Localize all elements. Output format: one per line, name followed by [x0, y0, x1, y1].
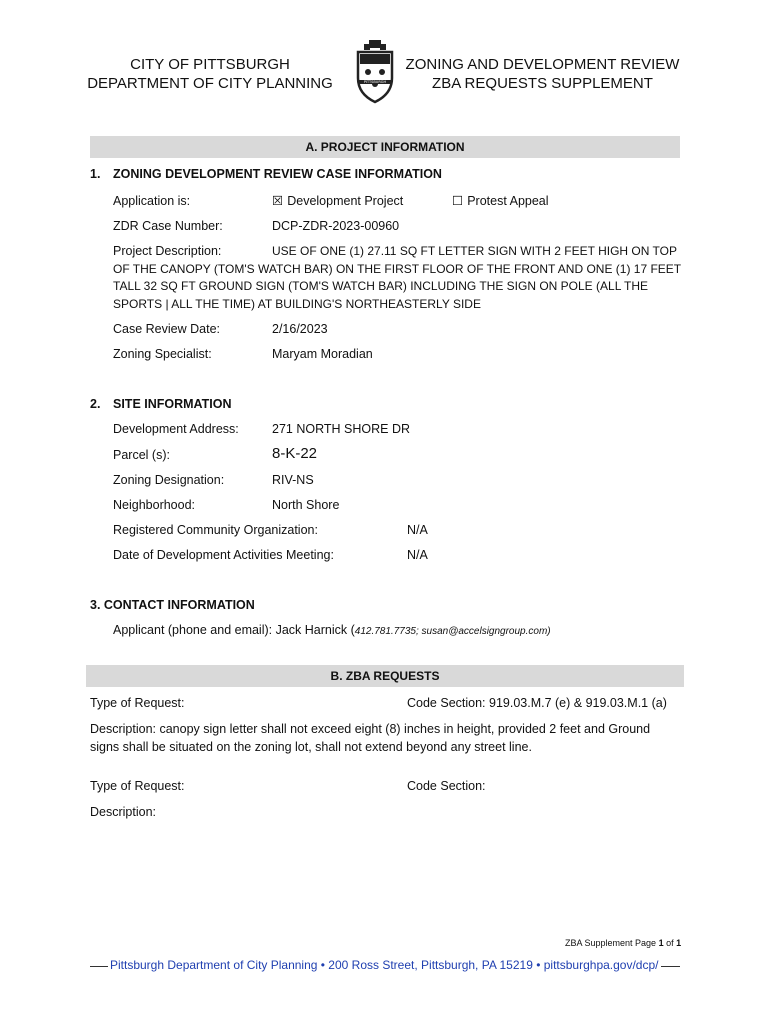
- zoning-specialist-value: Maryam Moradian: [272, 347, 373, 361]
- applicant-label: Applicant (phone and email): Jack Harnick (: [113, 623, 355, 637]
- request1-code-value: 919.03.M.7 (e) & 919.03.M.1 (a): [489, 696, 667, 710]
- footer-address: Pittsburgh Department of City Planning • 200 Ross Street, Pittsburgh, PA 15219 • pittsburghpa.gov/dcp/: [110, 958, 659, 972]
- section-a-heading: A. PROJECT INFORMATION: [90, 136, 680, 158]
- zoning-designation-value: RIV-NS: [272, 473, 314, 487]
- development-address-label: Development Address:: [113, 422, 239, 436]
- checkbox-unchecked-icon: ☐: [452, 194, 464, 208]
- footer-text: [108, 958, 668, 972]
- subsection-2-heading: SITE INFORMATION: [113, 397, 232, 411]
- page-of: of: [663, 938, 677, 948]
- application-label: Application is:: [113, 194, 191, 208]
- page-current: 1: [658, 938, 664, 948]
- applicant-info: [113, 622, 551, 640]
- request2-description-label: Description:: [90, 805, 156, 819]
- case-review-date-label: Case Review Date:: [113, 322, 220, 336]
- subsection-1-heading: ZONING DEVELOPMENT REVIEW CASE INFORMATION: [113, 167, 442, 181]
- development-project-label: Development Project: [287, 194, 404, 208]
- request1-type-label: Type of Request:: [90, 696, 185, 710]
- subsection-1-number: 1.: [90, 167, 101, 181]
- form-title: ZONING AND DEVELOPMENT REVIEW: [405, 56, 680, 73]
- zoning-designation-label: Zoning Designation:: [113, 473, 225, 487]
- form-subtitle: ZBA REQUESTS SUPPLEMENT: [432, 75, 653, 92]
- parcel-label: Parcel (s):: [113, 448, 170, 462]
- city-seal-logo: [352, 38, 398, 104]
- request1-code-section: [407, 695, 667, 712]
- request2-type-label: Type of Request:: [90, 779, 185, 793]
- page-number: [565, 938, 681, 948]
- parcel-value: 8-K-22: [272, 445, 318, 462]
- form-header: [400, 55, 685, 93]
- development-meeting-label: Date of Development Activities Meeting:: [113, 548, 334, 562]
- page-total: 1: [676, 938, 682, 948]
- subsection-2-number: 2.: [90, 397, 101, 411]
- rco-label: Registered Community Organization:: [113, 523, 318, 537]
- rco-value: N/A: [407, 523, 428, 537]
- development-project-checkbox[interactable]: [272, 193, 403, 210]
- project-description-value: [113, 243, 683, 313]
- city-name: CITY OF PITTSBURGH: [130, 56, 290, 73]
- development-address-value: 271 NORTH SHORE DR: [272, 422, 410, 436]
- applicant-contact: 412.781.7735; susan@accelsigngroup.com): [354, 626, 551, 637]
- page-number-label: ZBA Supplement Page: [565, 938, 659, 948]
- subsection-3-heading: 3. CONTACT INFORMATION: [90, 598, 255, 612]
- request2-code-label: Code Section:: [407, 779, 486, 793]
- seal-text: PITTSBURGH: [363, 80, 387, 84]
- zdr-case-value: DCP-ZDR-2023-00960: [272, 219, 400, 233]
- protest-appeal-checkbox[interactable]: [452, 193, 549, 210]
- request1-description: Description: canopy sign letter shall not exceed eight (8) inches in height, provided 2 feet and Ground signs shall be situated on the zoning lot, shall not extend beyond any street line.: [90, 722, 651, 754]
- section-b-heading: B. ZBA REQUESTS: [86, 665, 684, 687]
- department-name: DEPARTMENT OF CITY PLANNING: [87, 75, 333, 92]
- department-header: [80, 55, 340, 93]
- neighborhood-label: Neighborhood:: [113, 498, 196, 512]
- project-description-text: USE OF ONE (1) 27.11 SQ FT LETTER SIGN WITH 2 FEET HIGH ON TOP OF THE CANOPY (TOM'S WATCH BAR) ON THE FIRST FLOOR OF THE FRONT AND ONE (1) 17 FEET TALL 32 SQ FT GROUND SIGN (TOM'S WATCH BAR) INCLUDING THE SIGN ON POLE (ALL THE SPORTS | ALL THE TIME) AT BUILDING'S NORTHEASTERLY SIDE: [113, 244, 681, 311]
- development-meeting-value: N/A: [407, 548, 428, 562]
- checkbox-checked-icon: ☒: [272, 194, 284, 208]
- zdr-case-label: ZDR Case Number:: [113, 219, 223, 233]
- protest-appeal-label: Protest Appeal: [467, 194, 549, 208]
- zoning-specialist-label: Zoning Specialist:: [113, 347, 212, 361]
- neighborhood-value: North Shore: [272, 498, 340, 512]
- case-review-date-value: 2/16/2023: [272, 322, 328, 336]
- request1-code-label: Code Section:: [407, 696, 489, 710]
- project-description-label: Project Description:: [113, 244, 222, 258]
